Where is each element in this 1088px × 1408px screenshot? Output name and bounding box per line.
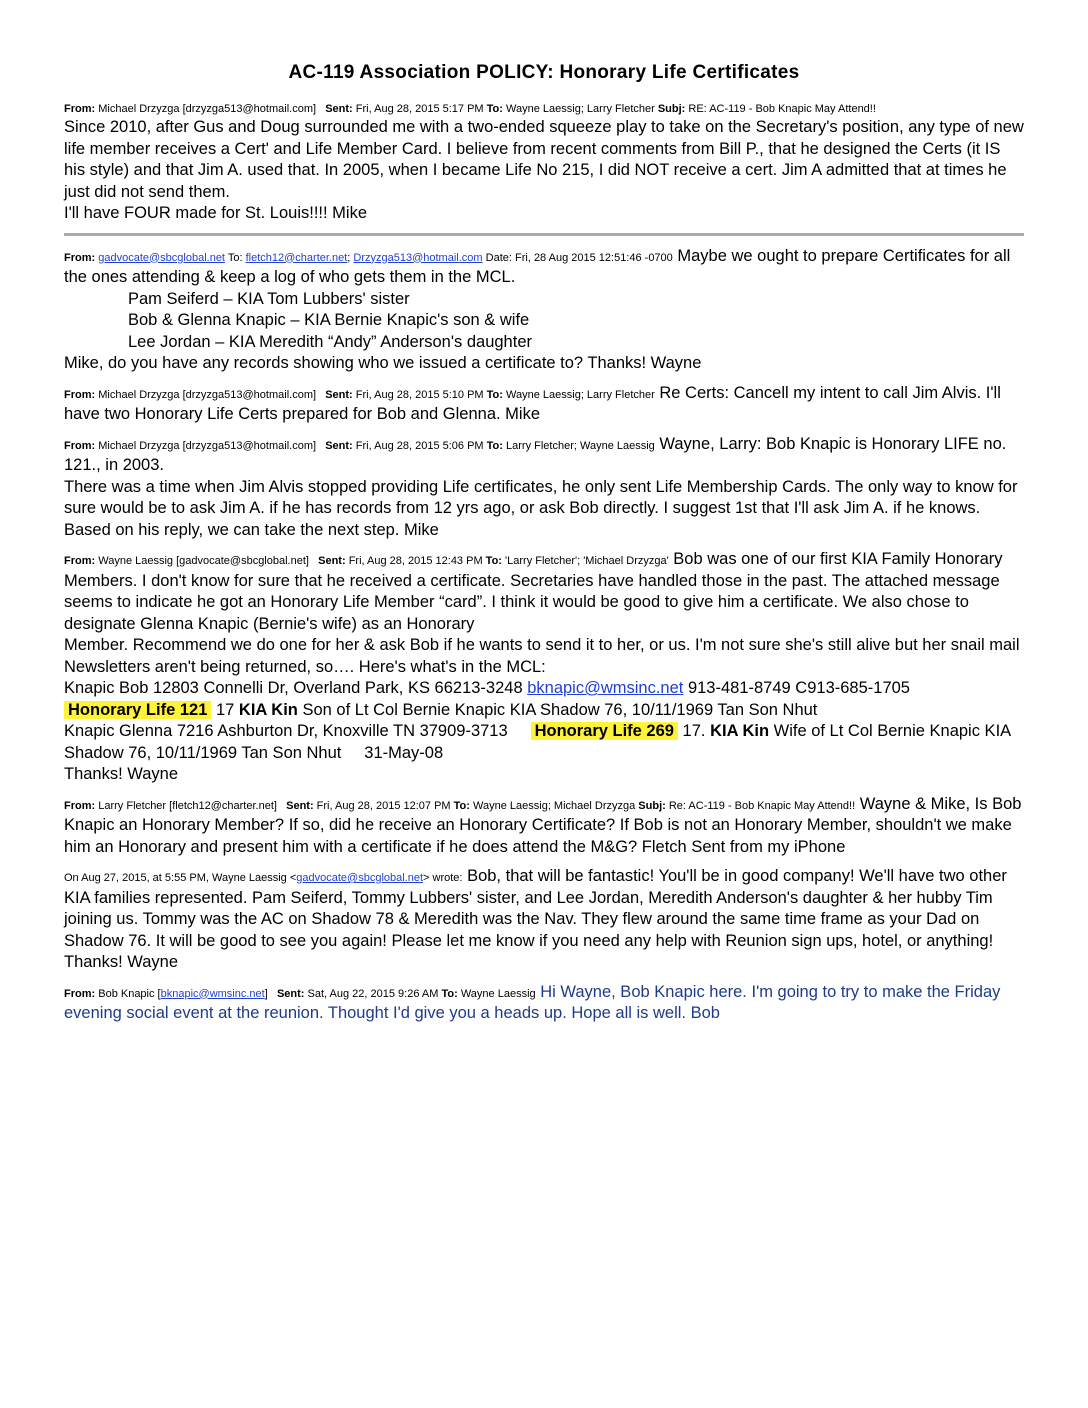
- mcl-text: Son of Lt Col Bernie Knapic KIA Shadow 76, 10/11/1969 Tan Son Nhut: [297, 700, 818, 719]
- from-value: Michael Drzyzga [drzyzga513@hotmail.com]: [98, 388, 317, 401]
- mcl-text: Knapic Glenna 7216 Ashburton Dr, Knoxville TN 37909-3713: [64, 722, 531, 740]
- sent-value: Fri, Aug 28, 2015 12:43 PM: [348, 555, 483, 567]
- to-label: To:: [486, 439, 503, 452]
- sent-value: Fri, Aug 28, 2015 5:10 PM: [355, 388, 484, 401]
- sent-value: Fri, Aug 28, 2015 5:06 PM: [355, 439, 484, 452]
- sent-value: Fri, Aug 28, 2015 12:07 PM: [316, 799, 451, 812]
- email-header: [64, 102, 1024, 117]
- body-text: Wayne, Larry: Bob Knapic is Honorary LIFE no. 121., in 2003.: [64, 434, 1007, 474]
- sent-label: Sent:: [325, 388, 353, 401]
- list-item: Pam Seiferd – KIA Tom Lubbers' sister: [128, 289, 410, 308]
- mcl-record-glenna: [64, 721, 1024, 764]
- list-item: Lee Jordan – KIA Meredith “Andy” Anderson's daughter: [128, 332, 532, 351]
- body-paragraph: Member. Recommend we do one for her & ask Bob if he wants to send it to her, or us. I'm not sure she's still alive but her snail mail Newsletters aren't being returned, so…. Here's what's in the MCL:: [64, 636, 1020, 676]
- mcl-text: 17: [211, 700, 239, 719]
- body-text: Hi Wayne, Bob Knapic here. I'm going to try to make the Friday evening social event at the reunion. Thought I'd give you a heads up. Hope all is well. Bob: [64, 982, 1001, 1022]
- from-label: From:: [64, 103, 96, 115]
- to-value: Wayne Laessig; Michael Drzyzga: [473, 799, 636, 812]
- to-value: Wayne Laessig; Larry Fletcher: [506, 103, 655, 115]
- page-title: AC-119 Association POLICY: Honorary Life Certificates: [288, 62, 800, 83]
- subject-value: RE: AC-119 - Bob Knapic May Attend!!: [688, 103, 876, 115]
- to-label: To:: [485, 555, 502, 567]
- body-text: Bob, that will be fantastic! You'll be in good company! We'll have two other KIA families represented. Pam Seiferd, Tommy Lubbers' sister, and Lee Jordan, Meredith Anderson's daughter & her hubby Tim joining us. Tommy was the AC on Shadow 78 & Meredith was the Nav. They flew around the same time frame as your Dad on Shadow 76. It will be good to see you again! Please let me know if you need any help with Reunion sign ups, hotel, or anything! Thanks! Wayne: [64, 867, 1007, 971]
- mcl-record-bob-status: [64, 700, 1024, 722]
- email-link[interactable]: bknapic@wmsinc.net: [527, 679, 684, 697]
- from-email-link[interactable]: gadvocate@sbcglobal.net: [98, 251, 225, 264]
- subject-label: Subj:: [657, 103, 686, 115]
- from-value: Michael Drzyzga [drzyzga513@hotmail.com]: [98, 103, 317, 115]
- email-body: [64, 246, 1024, 375]
- to-value: 'Larry Fletcher'; 'Michael Drzyzga': [505, 555, 669, 567]
- email-message-8: [64, 982, 1024, 1025]
- sent-label: Sent:: [325, 439, 353, 452]
- body-text: Re Certs: Cancell my intent to call Jim Alvis. I'll have two Honorary Life Certs prepared for Bob and Glenna. Mike: [64, 383, 1001, 423]
- email-message-1: [64, 102, 1024, 225]
- email-body: [64, 982, 1024, 1025]
- email-header: [64, 252, 673, 264]
- email-link[interactable]: bknapic@wmsinc.net: [160, 987, 265, 1000]
- sent-label: Sent:: [286, 799, 314, 812]
- to-value: Wayne Laessig: [460, 987, 536, 1000]
- to-value: Larry Fletcher; Wayne Laessig: [506, 439, 655, 452]
- sent-value: Fri, Aug 28, 2015 5:17 PM: [355, 103, 484, 115]
- mcl-text: 913-481-8749 C913-685-1705: [683, 679, 910, 697]
- email-body: [64, 794, 1024, 859]
- mcl-text: 17.: [677, 722, 711, 740]
- body-paragraph: Mike, do you have any records showing who we issued a certificate to? Thanks! Wayne: [64, 354, 702, 372]
- body-paragraph: I'll have FOUR made for St. Louis!!!! Mike: [64, 204, 368, 222]
- to-email-link[interactable]: fletch12@charter.net: [245, 251, 348, 264]
- list-item: Bob & Glenna Knapic – KIA Bernie Knapic's son & wife: [128, 311, 530, 329]
- date-value: Fri, 28 Aug 2015 12:51:46 -0700: [515, 251, 673, 264]
- from-value: Wayne Laessig [gadvocate@sbcglobal.net]: [98, 555, 309, 567]
- from-value: Bob Knapic [: [98, 987, 161, 1000]
- mcl-text: Wife of Lt Col Bernie Knapic KIA Shadow 76, 10/11/1969 Tan Son Nhut 31-May-08: [64, 722, 1015, 762]
- from-label: From:: [64, 799, 96, 812]
- email-header: [64, 555, 669, 567]
- email-link[interactable]: gadvocate@sbcglobal.net: [296, 872, 424, 884]
- sent-value: Sat, Aug 22, 2015 9:26 AM: [307, 987, 439, 1000]
- sent-label: Sent:: [318, 555, 346, 567]
- email-message-7: [64, 866, 1024, 974]
- body-text: Maybe we ought to prepare Certificates for all the ones attending & keep a log of who gets them in the MCL.: [64, 246, 1011, 286]
- to-label: To:: [227, 251, 243, 264]
- kia-kin-label: KIA Kin: [238, 700, 298, 719]
- email-message-3: [64, 383, 1024, 426]
- from-label: From:: [64, 388, 96, 401]
- body-paragraph: There was a time when Jim Alvis stopped providing Life certificates, he only sent Life Membership Cards. The only way to know for sure would be to ask Jim A. if he has records from 12 yrs ago, or ask Bob directly. I suggest 1st that I'll ask Jim A. if he knows. Based on his reply, we can take the next step. Mike: [64, 477, 1018, 539]
- divider: [64, 233, 1024, 236]
- subject-value: Re: AC-119 - Bob Knapic May Attend!!: [668, 799, 856, 812]
- body-text: Bob was one of our first KIA Family Honorary Members. I don't know for sure that he received a certificate. Secretaries have handled those in the past. The attached message seems to indicate he got an Honorary Life Member “card”. I think it would be good to give him a certificate. We also chose to designate Glenna Knapic (Bernie's wife) as an Honorary: [64, 550, 1003, 633]
- mcl-record-bob: [64, 678, 1024, 700]
- to-label: To:: [453, 799, 470, 812]
- separator: ;: [347, 251, 351, 264]
- highlight-honorary-life: Honorary Life 269: [531, 722, 678, 740]
- from-label: From:: [64, 555, 96, 567]
- from-label: From:: [64, 439, 96, 452]
- kia-kin-label: KIA Kin: [710, 722, 770, 740]
- body-paragraph: Since 2010, after Gus and Doug surrounded me with a two-ended squeeze play to take on the Secretary's position, any type of new life member receives a Cert' and Life Member Card. I believe from recent comments from Bill P., that he designed the Certs (it IS his style) and that Jim A. used that. In 2005, when I became Life No 215, I did NOT receive a cert. Jim A admitted that at times he just did not send them.: [64, 118, 1024, 201]
- document-page: [64, 62, 1024, 1033]
- from-value: Michael Drzyzga [drzyzga513@hotmail.com]: [98, 439, 317, 452]
- email-message-2: [64, 246, 1024, 375]
- to-label: To:: [486, 103, 503, 115]
- email-body: [64, 117, 1024, 225]
- body-text: Wayne & Mike, Is Bob Knapic an Honorary Member? If so, did he receive an Honorary Certificate? If Bob is not an Honorary Member, shouldn't we make him an Honorary and present him with a certificate if he does attend the M&G? Fletch Sent from my iPhone: [64, 794, 1022, 856]
- to-label: To:: [441, 987, 458, 1000]
- email-body: [64, 866, 1024, 974]
- highlight-honorary-life: Honorary Life 121: [64, 701, 211, 719]
- to-value: Wayne Laessig; Larry Fletcher: [506, 388, 655, 401]
- email-header: [64, 872, 462, 884]
- quote-header-text: > wrote:: [423, 872, 463, 884]
- email-body: [64, 434, 1024, 542]
- email-message-6: [64, 794, 1024, 859]
- from-label: From:: [64, 251, 96, 264]
- email-message-4: [64, 434, 1024, 542]
- email-header: [64, 988, 536, 1000]
- from-value: ]: [264, 987, 268, 1000]
- from-value: Larry Fletcher [fletch12@charter.net]: [98, 799, 277, 812]
- email-body: [64, 383, 1024, 426]
- date-label: Date:: [485, 251, 512, 264]
- from-label: From:: [64, 987, 96, 1000]
- body-paragraph: Thanks! Wayne: [64, 765, 179, 783]
- subject-label: Subj:: [638, 799, 666, 812]
- email-message-5: [64, 549, 1024, 786]
- to-email-link[interactable]: Drzyzga513@hotmail.com: [353, 251, 483, 264]
- email-header: [64, 800, 855, 812]
- email-header: [64, 389, 655, 401]
- sent-label: Sent:: [325, 103, 353, 115]
- email-body: [64, 549, 1024, 786]
- mcl-text: Knapic Bob 12803 Connelli Dr, Overland Park, KS 66213-3248: [64, 679, 528, 697]
- to-label: To:: [486, 388, 503, 401]
- sent-label: Sent:: [276, 987, 305, 1000]
- email-header: [64, 440, 655, 452]
- quote-header-text: On Aug 27, 2015, at 5:55 PM, Wayne Laessig <: [64, 872, 297, 884]
